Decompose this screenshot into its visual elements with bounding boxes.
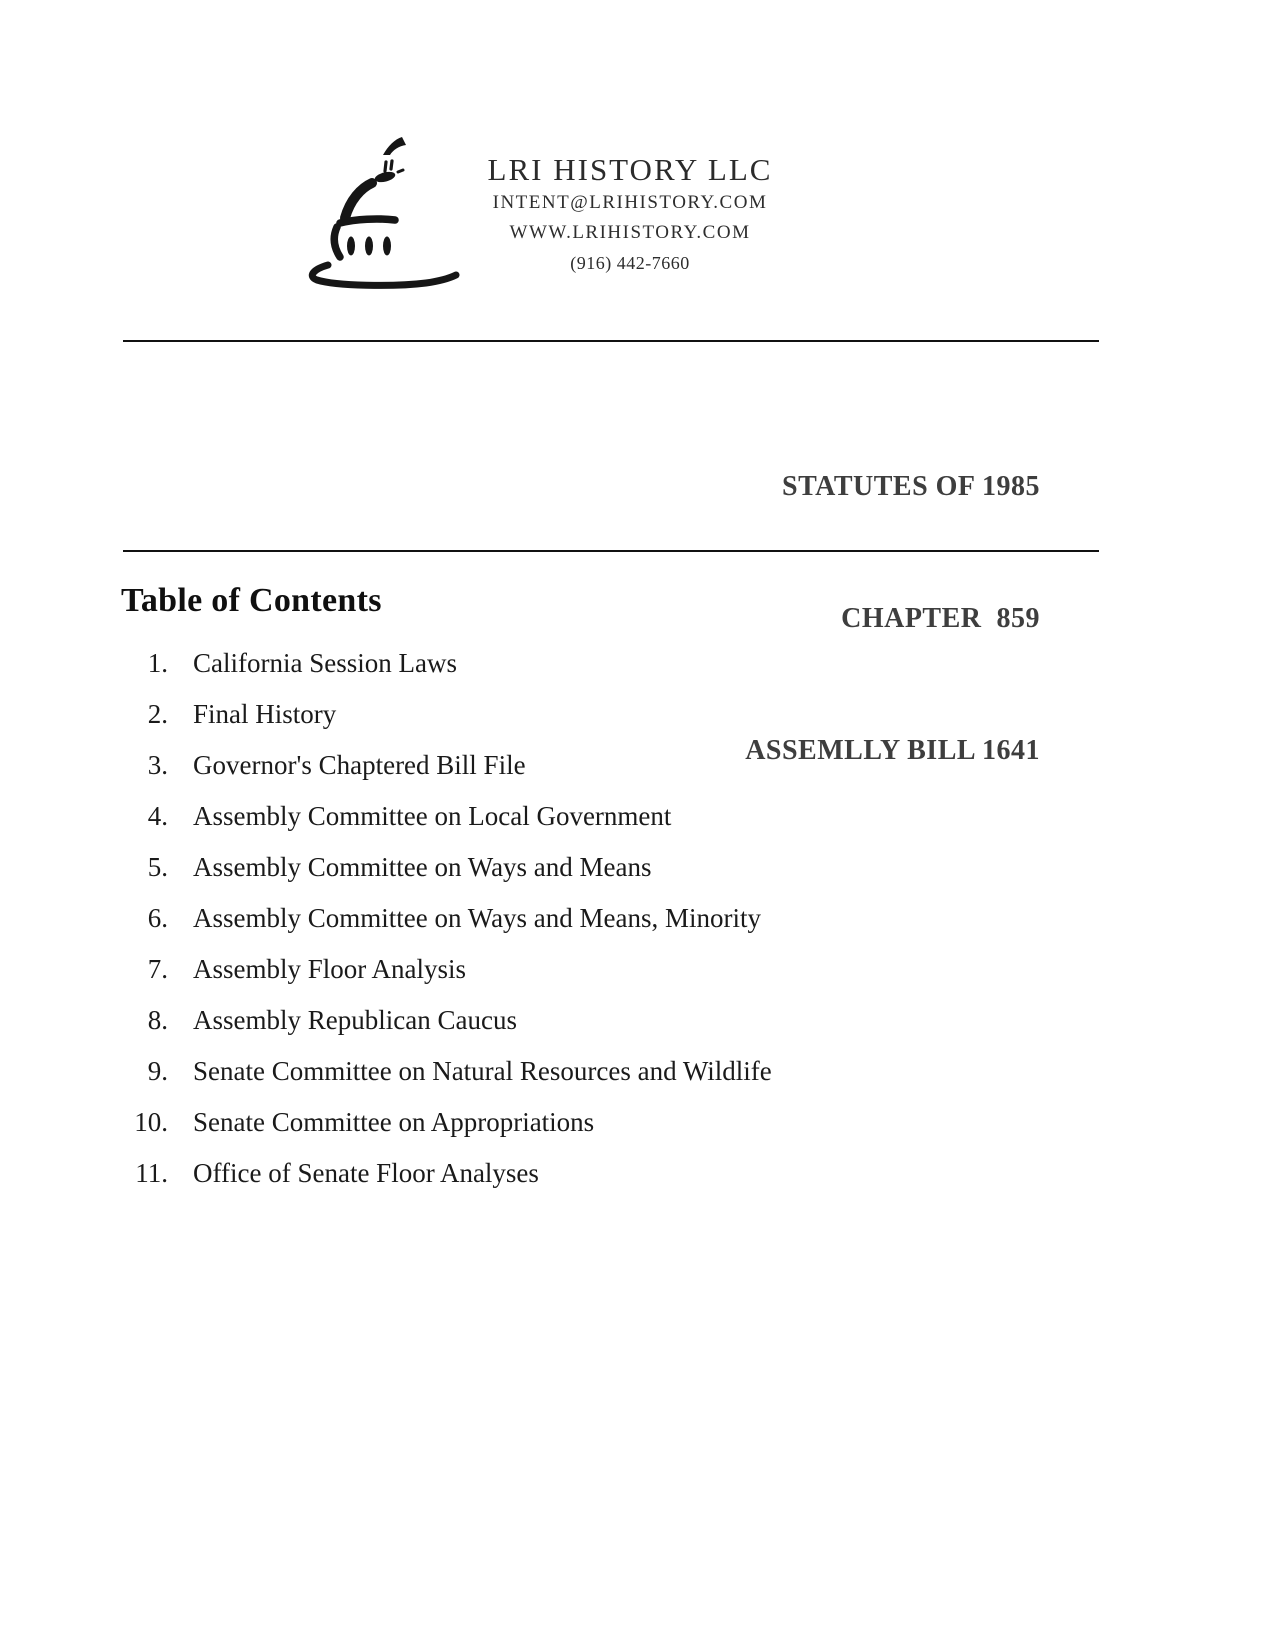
company-phone: (916) 442-7660 <box>570 253 690 273</box>
toc-item <box>121 1159 772 1188</box>
company-website: WWW.LRIHISTORY.COM <box>509 222 751 243</box>
toc-list <box>121 649 772 1210</box>
toc-item-number: 7. <box>147 954 168 984</box>
toc-item-number: 4. <box>147 801 168 831</box>
letterhead <box>380 152 880 278</box>
document-title-block <box>745 377 1040 861</box>
toc-item-label: Assembly Committee on Local Government <box>193 801 672 831</box>
toc-item-label: Assembly Committee on Ways and Means <box>193 852 652 882</box>
toc-item <box>121 751 772 780</box>
company-email: INTENT@LRIHISTORY.COM <box>492 192 768 213</box>
toc-item-label: Senate Committee on Natural Resources and Wildlife <box>193 1056 772 1086</box>
toc-item <box>121 700 772 729</box>
toc-heading: Table of Contents <box>121 582 382 619</box>
toc-item <box>121 1057 772 1086</box>
toc-item-label: Assembly Committee on Ways and Means, Minority <box>193 903 762 933</box>
horizontal-rule-top <box>123 340 1099 342</box>
toc-item-label: Office of Senate Floor Analyses <box>193 1158 539 1188</box>
title-line-chapter: CHAPTER 859 <box>841 603 1040 634</box>
toc-item-number: 5. <box>147 852 168 882</box>
toc-item-label: Final History <box>193 699 337 729</box>
toc-item-number: 8. <box>147 1005 168 1035</box>
toc-item <box>121 1006 772 1035</box>
toc-item-number: 1. <box>147 648 168 678</box>
title-line-bill: ASSEMLLY BILL 1641 <box>745 735 1040 766</box>
title-line-statutes: STATUTES OF 1985 <box>782 471 1040 502</box>
toc-item <box>121 1108 772 1137</box>
toc-item-label: Assembly Floor Analysis <box>193 954 467 984</box>
company-name: LRI HISTORY LLC <box>487 152 773 187</box>
toc-item-number: 2. <box>147 699 168 729</box>
toc-item-number: 11. <box>135 1158 168 1188</box>
toc-item-number: 3. <box>147 750 168 780</box>
toc-item-label: Assembly Republican Caucus <box>193 1005 517 1035</box>
toc-item-number: 10. <box>134 1107 168 1137</box>
toc-item <box>121 853 772 882</box>
toc-item <box>121 802 772 831</box>
toc-item <box>121 904 772 933</box>
toc-item-label: Governor's Chaptered Bill File <box>193 750 526 780</box>
toc-item-number: 9. <box>147 1056 168 1086</box>
toc-item <box>121 955 772 984</box>
toc-item-label: Senate Committee on Appropriations <box>193 1107 595 1137</box>
toc-item-label: California Session Laws <box>193 648 457 678</box>
toc-item-number: 6. <box>147 903 168 933</box>
toc-item <box>121 649 772 678</box>
